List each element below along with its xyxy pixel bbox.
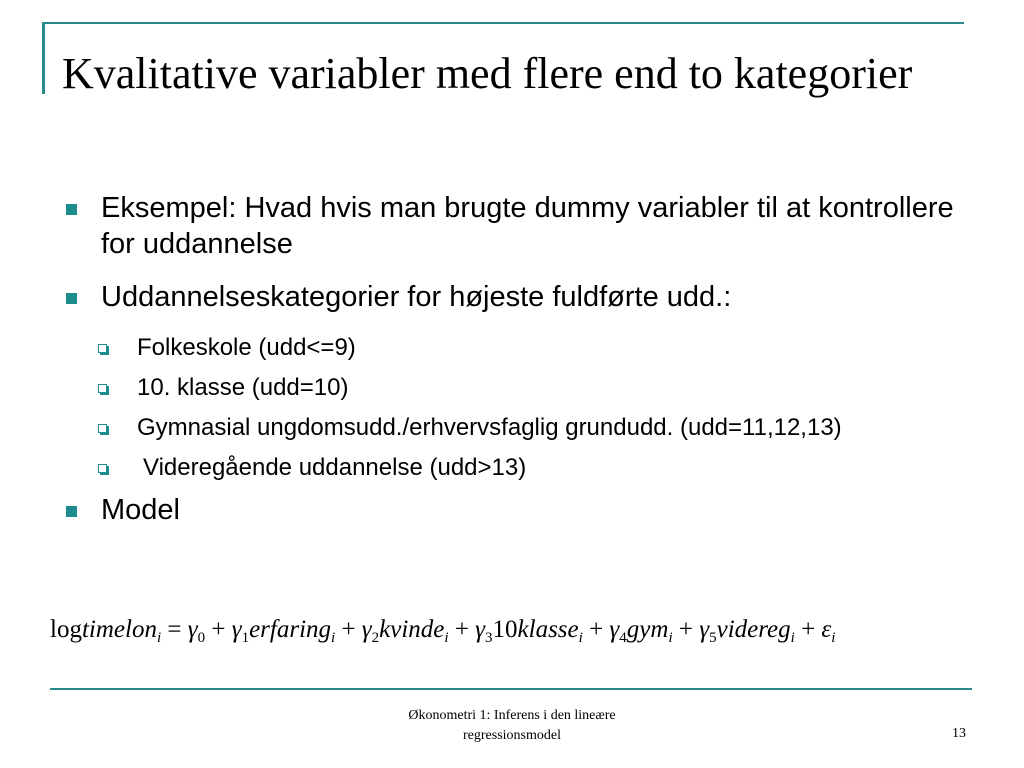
eq-var-klasse: klasse — [517, 616, 579, 643]
bullet-text: Model — [101, 494, 180, 526]
bullet-item — [62, 190, 962, 262]
footer-divider — [50, 688, 972, 690]
sub-bullet-item — [62, 412, 962, 444]
title-frame-horizontal — [42, 22, 964, 24]
sub-bullet-item — [62, 372, 962, 404]
eq-var-kvinde: kvinde — [379, 616, 445, 643]
hollow-square-bullet-icon — [98, 424, 107, 433]
hollow-square-bullet-icon — [98, 464, 107, 473]
slide-title: Kvalitative variabler med flere end to kategorier — [62, 49, 913, 98]
square-bullet-icon — [66, 293, 77, 304]
eq-var-erfaring: erfaring — [249, 616, 332, 643]
sub-bullet-item — [62, 452, 962, 484]
eq-log: log — [50, 616, 82, 643]
hollow-square-bullet-icon — [98, 384, 107, 393]
bullet-item — [62, 492, 962, 528]
bullet-text: Eksempel: Hvad hvis man brugte dummy variabler til at kontrollere for uddannelse — [101, 192, 954, 260]
footer-caption — [362, 706, 662, 746]
eq-dependent-var: timelon — [81, 616, 157, 643]
sub-bullet-text: Videregående uddannelse (udd>13) — [143, 454, 527, 481]
hollow-square-bullet-icon — [98, 344, 107, 353]
sub-bullet-text: Folkeskole (udd<=9) — [137, 334, 356, 361]
footer-line-1: Økonometri 1: Inferens i den lineære — [408, 708, 616, 723]
model-equation: logtimelon$_i$ = $\gamma_0$ + $\gamma_1erfaring_i$ + $\gamma_2kvinde_i$ + $\gamma_310klasse_i + \gamma_4gym_i$ + $\gamma_5videreg_i + \varepsilon_i$ — [50, 616, 836, 646]
eq-error-term: ε — [821, 616, 832, 643]
eq-var-videreg: videreg — [716, 616, 791, 643]
square-bullet-icon — [66, 204, 77, 215]
footer-line-2: regressionsmodel — [463, 728, 561, 743]
bullet-list — [62, 190, 962, 545]
square-bullet-icon — [66, 506, 77, 517]
sub-bullet-text: 10. klasse (udd=10) — [137, 374, 349, 401]
title-frame-vertical — [42, 22, 45, 94]
bullet-item — [62, 279, 962, 315]
sub-bullet-item — [62, 332, 962, 364]
eq-var-gym: gym — [626, 616, 669, 643]
page-number: 13 — [952, 726, 966, 741]
sub-bullet-text: Gymnasial ungdomsudd./erhvervsfaglig grundudd. (udd=11,12,13) — [137, 414, 842, 441]
bullet-text: Uddannelseskategorier for højeste fuldførte udd.: — [101, 281, 732, 313]
